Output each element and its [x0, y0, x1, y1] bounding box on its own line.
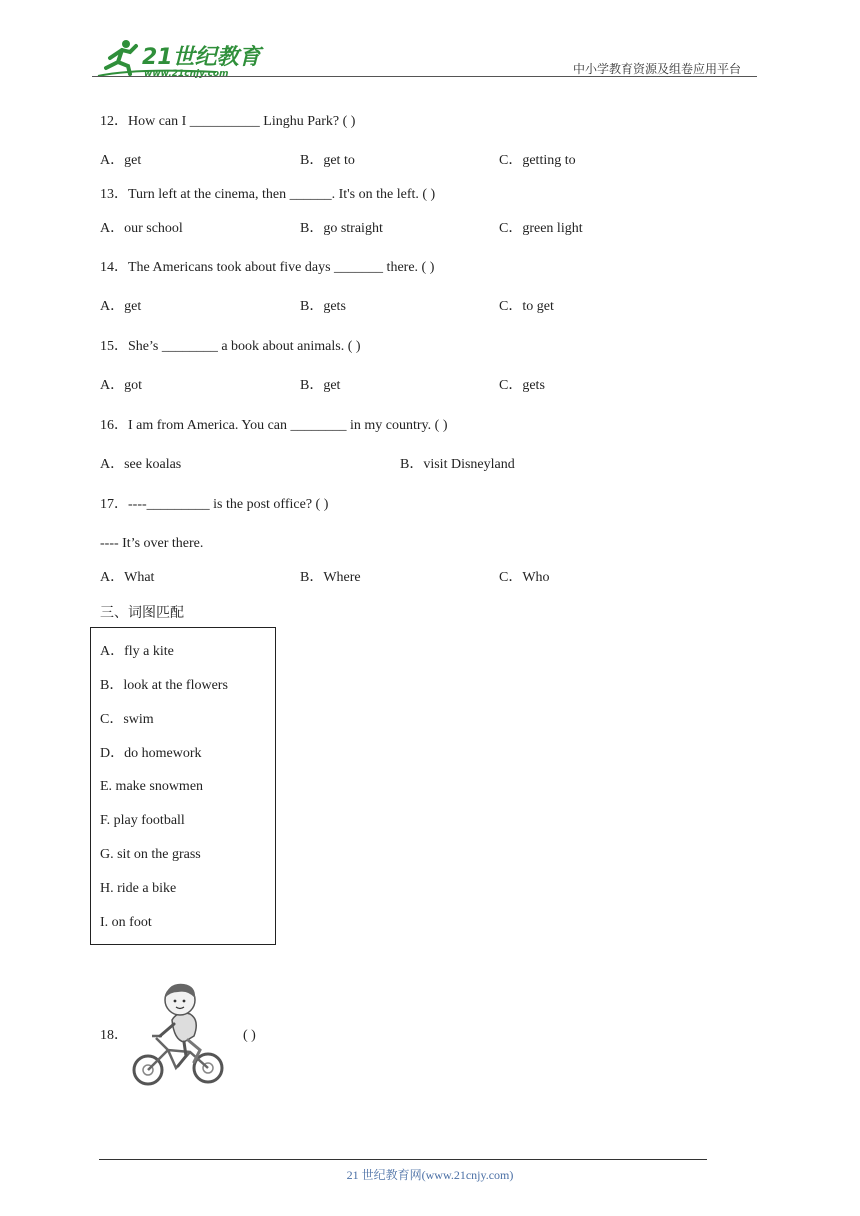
question-17-answer-line: ---- It’s over there.	[100, 536, 204, 551]
q17-option-b: B．Where	[300, 570, 361, 585]
word-item-d: D．do homework	[100, 746, 202, 761]
word-item-i: I. on foot	[100, 915, 152, 930]
q15-option-c: C．gets	[499, 378, 545, 393]
question-18-answer-paren: ( )	[243, 1028, 256, 1043]
q12-option-c: C．getting to	[499, 153, 576, 168]
q13-option-c: C．green light	[499, 221, 583, 236]
logo-url-text: www.21cnjy.com	[144, 69, 229, 79]
question-14: 14．The Americans took about five days _______ there. ( )	[100, 260, 435, 275]
q16-option-b: B．visit Disneyland	[400, 457, 515, 472]
q13-option-b: B．go straight	[300, 221, 383, 236]
q17-option-a: A．What	[100, 570, 155, 585]
site-name: 中小学教育资源及组卷应用平台	[573, 62, 742, 76]
word-item-b: B．look at the flowers	[100, 678, 228, 693]
word-item-e: E. make snowmen	[100, 779, 204, 794]
q16-option-a: A．see koalas	[100, 457, 182, 472]
logo-text: 21世纪教育	[142, 45, 261, 70]
running-man-logo-icon	[96, 38, 266, 80]
word-item-h: H. ride a bike	[100, 881, 177, 896]
footer-text: 21 世纪教育网(www.21cnjy.com)	[346, 1168, 514, 1182]
header-divider	[92, 76, 757, 77]
q14-option-a: A．get	[100, 299, 142, 314]
footer-divider	[99, 1159, 707, 1160]
question-12: 12．How can I __________ Linghu Park? ( )	[100, 114, 356, 129]
word-item-g: G. sit on the grass	[100, 847, 201, 862]
q15-option-b: B．get	[300, 378, 341, 393]
q13-option-a: A．our school	[100, 221, 183, 236]
q14-option-c: C．to get	[499, 299, 554, 314]
question-15: 15．She’s ________ a book about animals. ( )	[100, 339, 361, 354]
q12-option-a: A．get	[100, 153, 142, 168]
q12-option-b: B．get to	[300, 153, 355, 168]
word-item-c: C．swim	[100, 712, 154, 727]
word-item-a: A．fly a kite	[100, 644, 174, 659]
boy-riding-bike-image	[128, 980, 226, 1090]
word-item-f: F. play football	[100, 813, 185, 828]
q14-option-b: B．gets	[300, 299, 346, 314]
section-3-title: 三、词图匹配	[100, 605, 184, 621]
question-17: 17．----_________ is the post office? ( )	[100, 497, 329, 512]
q17-option-c: C．Who	[499, 570, 550, 585]
question-18-number: 18．	[100, 1028, 128, 1043]
question-16: 16．I am from America. You can ________ in my country. ( )	[100, 418, 448, 433]
question-13: 13．Turn left at the cinema, then ______. It's on the left. ( )	[100, 187, 436, 202]
site-logo	[96, 38, 266, 80]
boy-riding-bike-icon	[128, 980, 226, 1090]
q15-option-a: A．got	[100, 378, 142, 393]
